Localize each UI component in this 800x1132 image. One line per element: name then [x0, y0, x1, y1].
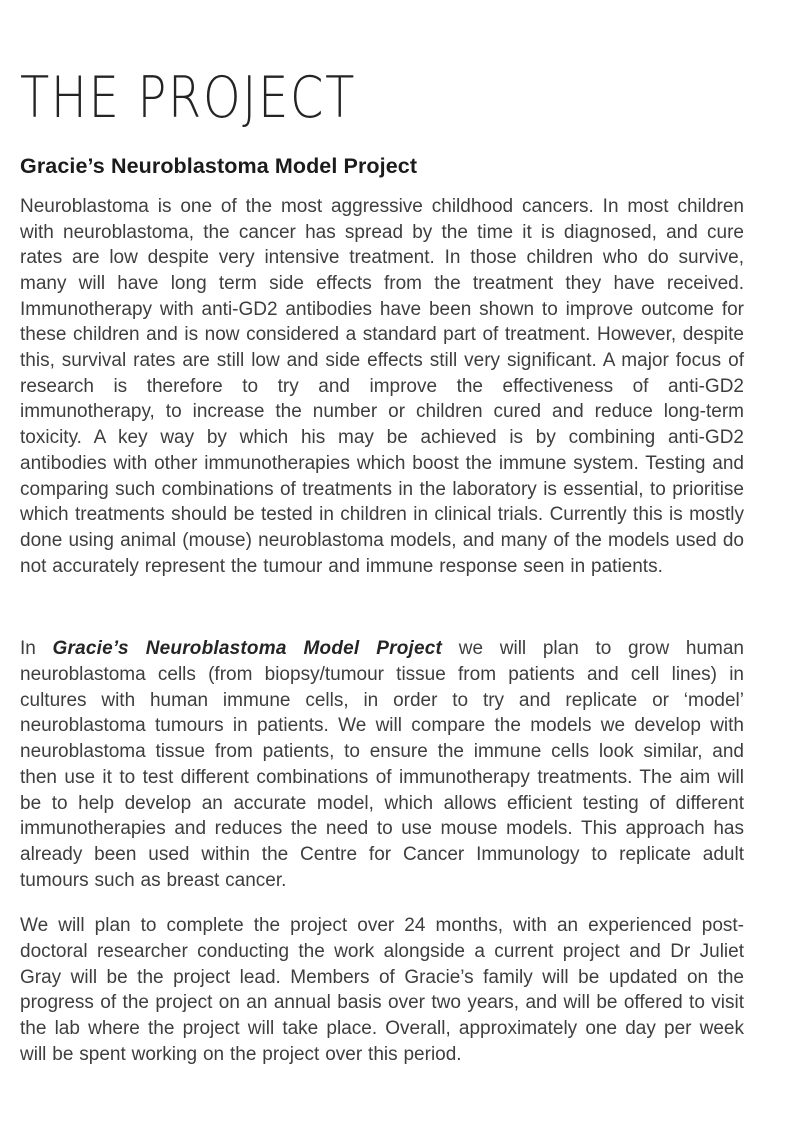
page-title: THE PROJECT [20, 65, 357, 131]
paragraph-text: we will plan to grow human neuroblastoma cells (from biopsy/tumour tissue from patients and cell lines) in cultures with human immune cells, in order to try and replicate or ‘model’ neuroblastoma tumours in patients. We will compare the models we develop with neuroblastoma tissue from patients, to ensure the immune cells look similar, and then use it to test different combinations of immunotherapy treatments. The aim will be to help develop an accurate model, which allows efficient testing of different immunotherapies and reduces the need to use mouse models. This approach has already been used within the Centre for Cancer Immunology to replicate adult tumours such as breast cancer. [20, 638, 744, 891]
paragraph-text: We will plan to complete the project over 24 months, with an experienced post-doctoral researcher conducting the work alongside a current project and Dr Juliet Gray will be the project lead. Members of Gracie’s family will be updated on the progress of the project on an annual basis over two years, and will be offered to visit the lab where the project will take place. Overall, approximately one day per week will be spent working on the project over this period. [20, 915, 744, 1065]
paragraph-project-timeline [20, 913, 744, 1067]
project-heading: Gracie’s Neuroblastoma Model Project [20, 154, 418, 178]
paragraph-neuroblastoma-background [20, 194, 744, 580]
paragraph-lead-in: In [20, 638, 53, 660]
paragraph-text: Neuroblastoma is one of the most aggressive childhood cancers. In most children with neuroblastoma, the cancer has spread by the time it is diagnosed, and cure rates are low despite very intensive treatment. In those children who do survive, many will have long term side effects from the treatment they have received. Immunotherapy with anti-GD2 antibodies have been shown to improve outcome for these children and is now considered a standard part of treatment. However, despite this, survival rates are still low and side effects still very significant. A major focus of research is therefore to try and improve the effectiveness of anti-GD2 immunotherapy, to increase the number or children cured and reduce long-term toxicity. A key way by which his may be achieved is by combining anti-GD2 antibodies with other immunotherapies which boost the immune system. Testing and comparing such combinations of treatments in the laboratory is essential, to prioritise which treatments should be tested in children in clinical trials. Currently this is mostly done using animal (mouse) neuroblastoma models, and many of the models used do not accurately represent the tumour and immune response seen in patients. [20, 195, 744, 577]
paragraph-project-plan [20, 636, 744, 893]
project-name-emphasis: Gracie’s Neuroblastoma Model Project [52, 638, 443, 660]
